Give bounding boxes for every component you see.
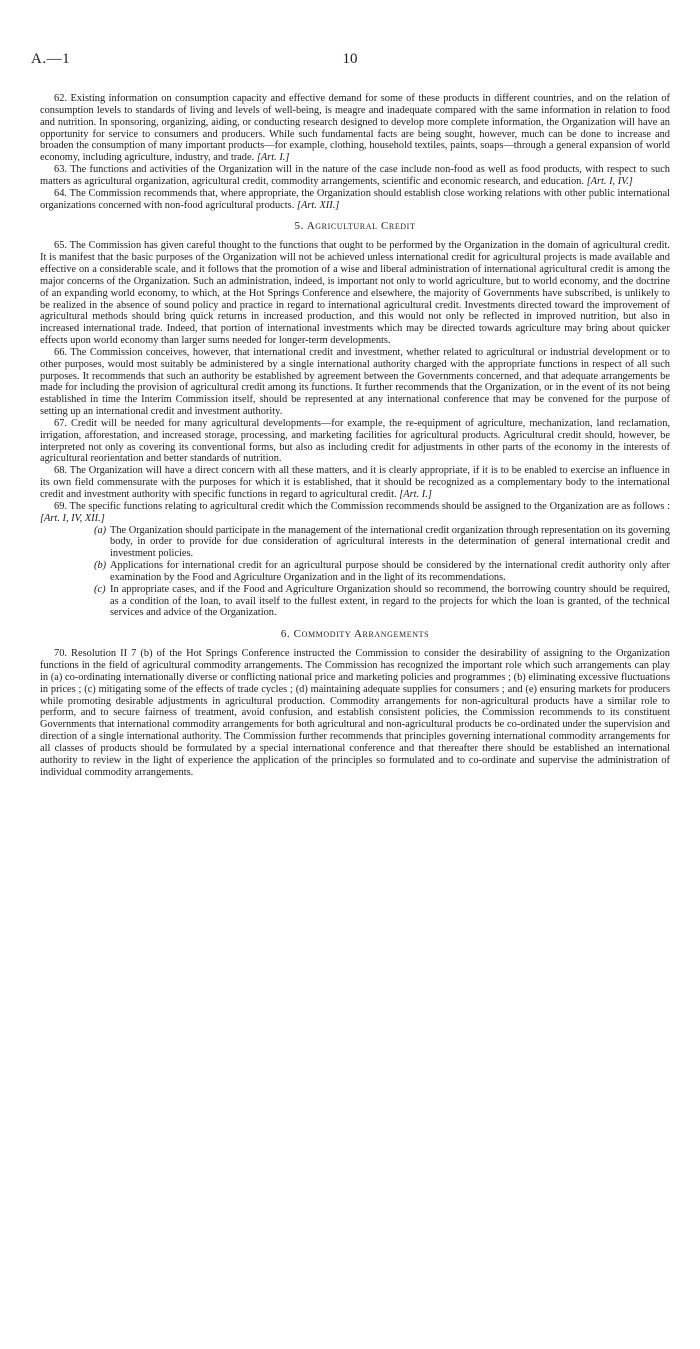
body-text [40,93,670,778]
page-header [31,51,669,69]
article-reference: [Art. XII.] [296,199,340,211]
page-number: 10 [342,51,358,67]
paragraph-64: 64. The Commission recommends that, where appropriate, the Organization should establish close working relations with other public international organizations concerned with non-food agricultural products. [Art. XII.] [40,187,670,211]
paragraph-66: 66. The Commission conceives, however, that international credit and investment, whether related to agricultural or industrial development or to other purposes, would most suitably be administered by a single international authority charged with the appropriate functions in respect of all such purposes. It recommends that such an authority be established by agreement between the Governments concerned, and that adequate arrangements be made for including the provision of agricultural credit among its functions. It further recommends that the Organization, or in the event of its not being established in time the Interim Commission itself, should be represented at any international conference that may be convened for the purpose of setting up an international credit and investment authority. [40,346,670,418]
list-item-label: (a) [94,524,107,536]
paragraph-62: 62. Existing information on consumption capacity and effective demand for some of these products in different countries, and on the relation of consumption levels to standards of living and levels of well-being, is meagre and inadequate compared with the same information in relation to food and nutrition. In sponsoring, organizing, aiding, or conducting research designed to develop more complete information, the Organization will have an opportunity for service to consumers and producers. While such fundamental facts are being sought, however, much can be done to increase and broaden the consumption of many important products—for example, clothing, household textiles, paints, soaps—through a general expansion of world economy, including agriculture, industry, and trade. [Art. I.] [40,93,670,164]
article-reference: [Art. I.] [256,152,290,164]
list-item-text: In appropriate cases, and if the Food and Agriculture Organization should so recommend, the borrowing country should be required, as a condition of the loan, to avail itself to the fullest extent, in regard to the projects for which the loan is granted, of the technical services and advice of the Organization. [110,583,670,619]
paragraph-70: 70. Resolution II 7 (b) of the Hot Springs Conference instructed the Commission to consider the desirability of assigning to the Organization functions in the field of agricultural commodity arrangements. The Commission has recognized the important role which such arrangements can play in (a) co-ordinating internationally diverse or conflicting national price and marketing policies and programmes ; (b) eliminating excessive fluctuations in prices ; (c) mitigating some of the effects of trade cycles ; (d) maintaining adequate supplies for consumers ; and (e) ensuring markets for producers while promoting desirable adjustments in agricultural production. Commodity arrangements for non-agricultural products have a similar role to perform, and to secure fairness of treatment, avoid confusion, and establish consistent policies, the Commission recommends to its constituent Governments that international commodity arrangements for both agricultural and non-agricultural products be co-ordinated under the supervision and direction of a single international authority. The Commission further recommends that principles governing international commodity arrangements for all classes of products should be formulated by a special international conference and that thereafter there should be established an international authority to review in the light of experience the application of the principles so formulated and to co-ordinate and supervise the administration of individual commodity arrangements. [40,648,670,778]
list-item-label: (b) [94,560,107,572]
list-item-label: (c) [94,583,106,595]
list-item-text: The Organization should participate in the management of the international credit organization through representation on its governing body, in order to provide for due consideration of agricultural interests in the determination of general international credit and investment policies. [110,524,670,560]
document-reference: A.—1 [31,51,71,67]
paragraph-68: 68. The Organization will have a direct concern with all these matters, and it is clearly appropriate, if it is to be enabled to exercise an influence in its own field commensurate with the purposes for which it is established, that it should be recognized as a complementary body to the international credit and investment authority with specific functions in regard to agricultural credit. [Art. I.] [40,465,670,500]
list-item [40,525,670,561]
article-reference: [Art. I, IV, XII.] [40,512,105,524]
section-heading-commodity-arrangements: 6. Commodity Arrangements [280,628,430,641]
list-item-text: Applications for international credit for an agricultural purpose should be considered by the international credit authority only after examination by the Food and Agriculture Organization and in the light of its recommendations. [110,560,670,583]
paragraph-65: 65. The Commission has given careful thought to the functions that ought to be performed by the Organization in the domain of agricultural credit. It is manifest that the basic purposes of the Organization will not be achieved unless international credit for agricultural projects is made available and effective on a considerable scale, and it follows that the promotion of a wise and liberal administration of international agricultural credit is among the major concerns of the Organization. Such an administration, indeed, is important not only to world agriculture, but to world economy, and the doctrine of an expanding world economy, to which, at the Hot Springs Conference and elsewhere, the majority of Governments have subscribed, is unlikely to be realized in the absence of sound policy and practice in regard to international agricultural credit. Investments directed toward the improvement of agricultural methods should bring quick returns in increased production, and this would not only be reflected in improved nutrition, but also in increased international trade. Indeed, that portion of international investments which may be directed towards agriculture may bring about quicker effects upon world economy than larger sums needed for longer-term developments. [40,240,670,347]
paragraph-69: 69. The specific functions relating to agricultural credit which the Commission recommends should be assigned to the Organization are as follows : [Art. I, IV, XII.] [40,500,670,524]
paragraph-67: 67. Credit will be needed for many agricultural developments—for example, the re-equipment of agriculture, mechanization, land reclamation, irrigation, afforestation, and increased storage, processing, and marketing facilities for agricultural products. Agricultural credit should, however, be interpreted not only as covering its conventional forms, but also as including credit for adjustments in other parts of the economy in the interests of agricultural reorientation and better standards of nutrition. [40,417,670,465]
article-reference: [Art. I, IV.] [586,175,633,187]
section-heading-agricultural-credit: 5. Agricultural Credit [294,220,416,233]
list-item [40,584,670,620]
article-reference: [Art. I.] [399,489,432,500]
paragraph-63: 63. The functions and activities of the Organization will in the nature of the case include non-food as well as food products, with respect to such matters as agricultural organization, agricultural credit, commodity arrangements, scientific and economic research, and education. [Art. I, IV.] [40,164,670,187]
list-item [40,560,670,584]
